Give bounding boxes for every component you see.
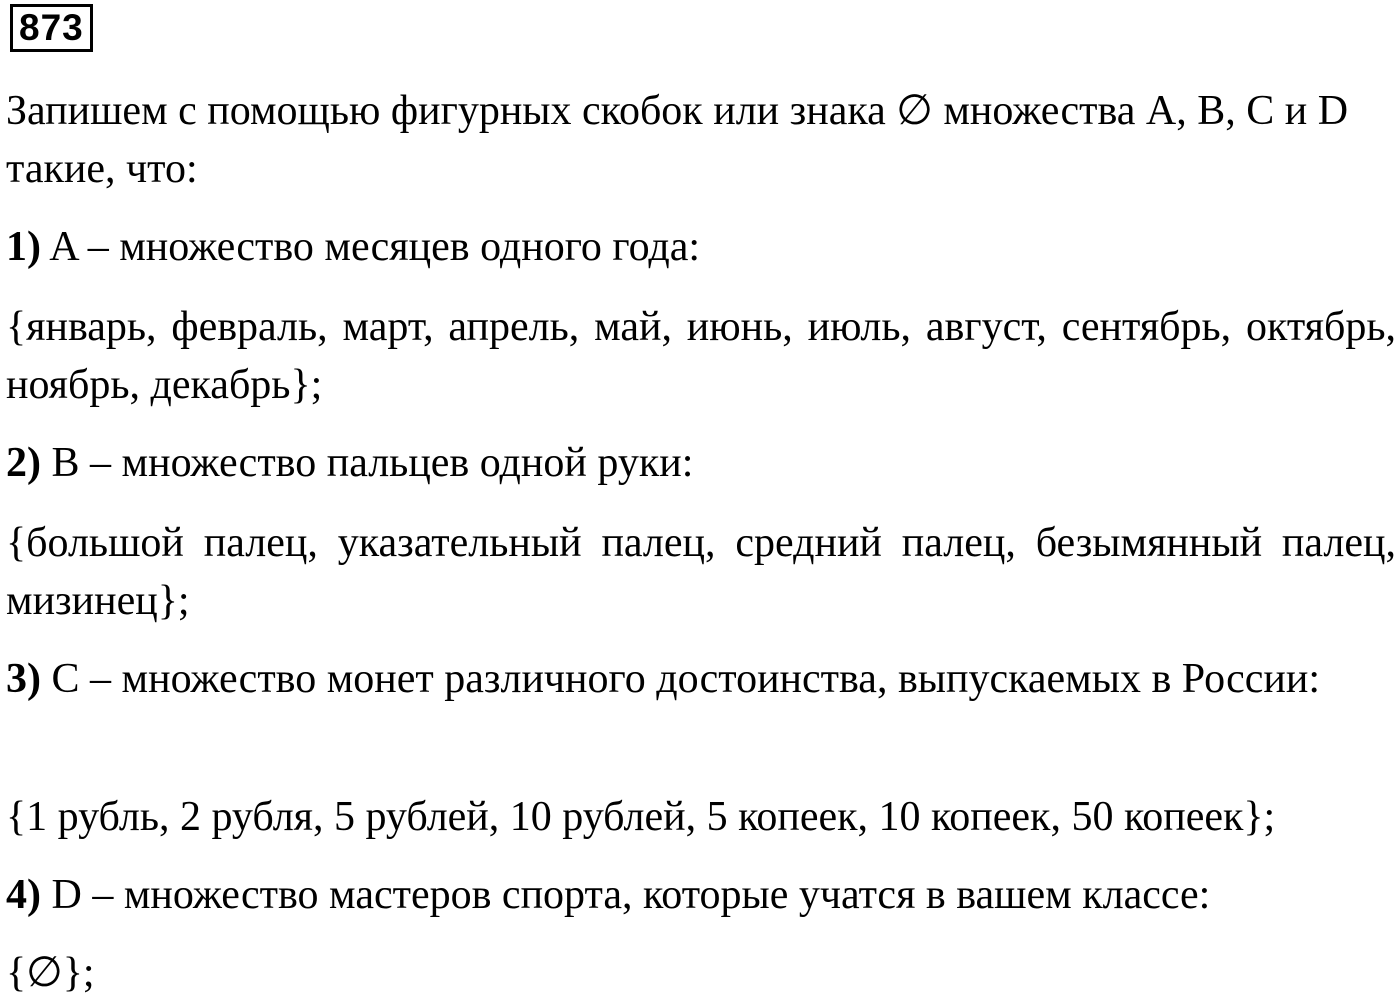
item-2-answer: {большой палец, указательный палец, средний палец, безымянный палец, мизинец}; bbox=[6, 520, 1396, 624]
item-3-answer: {1 рубль, 2 рубля, 5 рублей, 10 рублей, 5 копеек, 10 копеек, 50 копеек}; bbox=[6, 794, 1276, 840]
item-1-heading bbox=[6, 218, 1396, 276]
task-number-box: 873 bbox=[10, 4, 93, 52]
item-2-heading bbox=[6, 434, 1396, 492]
item-2-number: 2) bbox=[6, 440, 41, 486]
item-4-answer: {∅}; bbox=[6, 950, 95, 996]
item-4-number: 4) bbox=[6, 872, 41, 918]
item-3-heading-text: C – множество монет различного достоинства, выпускаемых в России: bbox=[51, 656, 1321, 702]
task-intro: Запишем с помощью фигурных скобок или знака ∅ множества A, B, C и D такие, что: bbox=[6, 88, 1349, 192]
item-1-answer: {январь, февраль, март, апрель, май, июнь, июль, август, сентябрь, октябрь, ноябрь, декабрь}; bbox=[6, 304, 1396, 408]
item-3-number: 3) bbox=[6, 656, 41, 702]
item-4-heading-text: D – множество мастеров спорта, которые учатся в вашем классе: bbox=[51, 872, 1211, 918]
item-1-heading-text: A – множество месяцев одного года: bbox=[49, 224, 701, 270]
item-4-heading bbox=[6, 866, 1396, 924]
item-3-heading bbox=[6, 650, 1396, 708]
item-2-heading-text: B – множество пальцев одной руки: bbox=[51, 440, 694, 486]
item-1-number: 1) bbox=[6, 224, 41, 270]
